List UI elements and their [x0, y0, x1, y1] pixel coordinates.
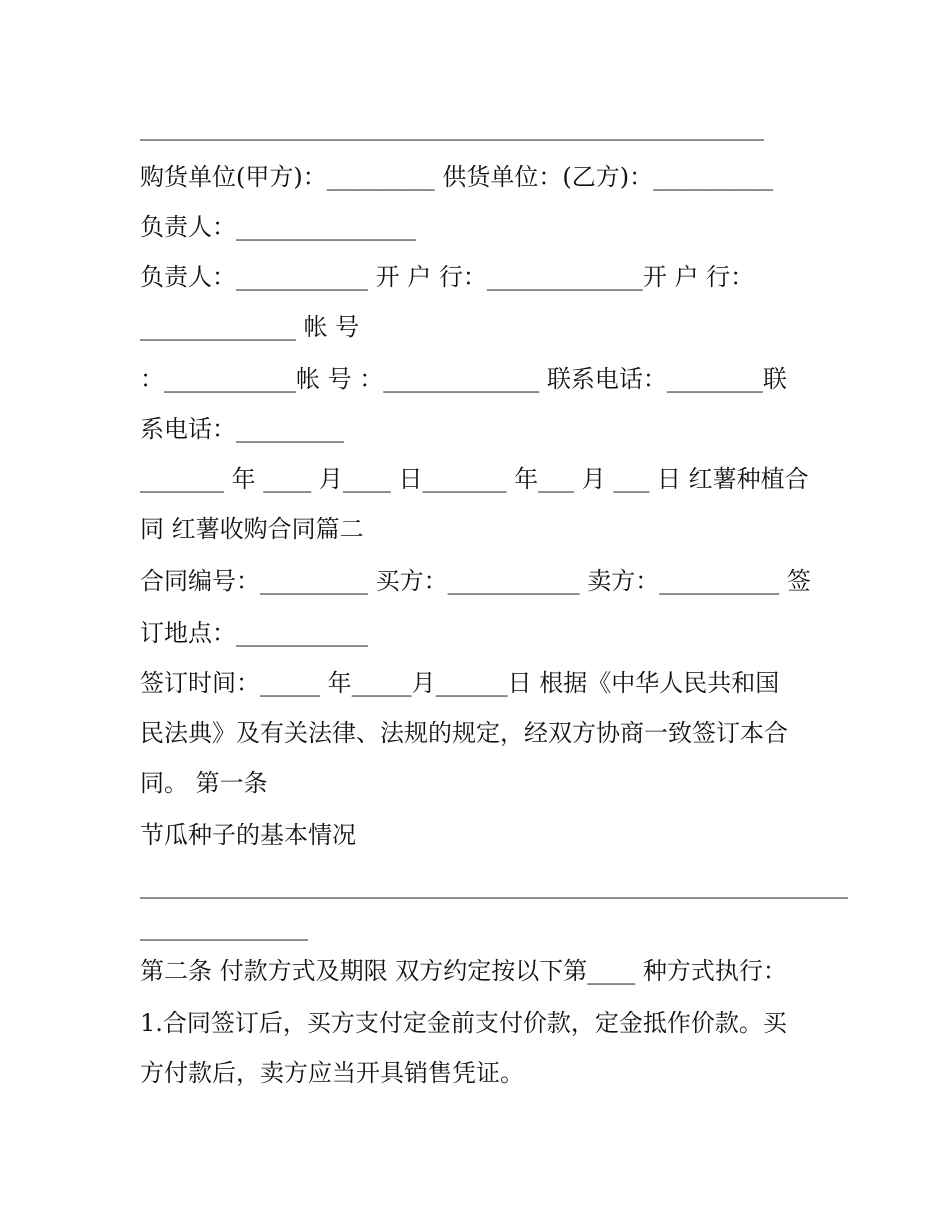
payment-receipt-line: 方付款后，卖方应当开具销售凭证。 — [140, 1059, 524, 1087]
legal-basis-line: 民法典》及有关法律、法规的规定，经双方协商一致签订本合 — [140, 719, 788, 747]
account-phone-line: ：___________帐 号 ：_____________ 联系电话：________联 — [140, 365, 787, 393]
article-one-line: 同。 第一条 — [140, 769, 268, 797]
bank-line: 负责人：___________ 开 户 行：_____________开 户 行： — [140, 263, 755, 291]
signing-place-line: 订地点：___________ — [140, 619, 368, 647]
signing-time-line: 签订时间：_____ 年_____月______日 根据《中华人民共和国 — [140, 669, 780, 697]
long-blank-line: ___________________________________________________________ — [140, 871, 848, 899]
article-two-line: 第二条 付款方式及期限 双方约定按以下第____ 种方式执行： — [140, 957, 787, 985]
short-blank-line: ______________ — [140, 913, 308, 941]
payment-term-line: 1.合同签订后，买方支付定金前支付价款，定金抵作价款。买 — [140, 1009, 787, 1037]
date-title-line: _______ 年 ____ 月____ 日_______ 年___ 月 ___ 日 红薯种植合 — [140, 465, 809, 493]
blank-rule-line: ____________________________________________________ — [140, 113, 764, 141]
contract-title-line: 同 红薯收购合同篇二 — [140, 515, 364, 543]
phone-line: 系电话：_________ — [140, 415, 344, 443]
contract-number-line: 合同编号：_________ 买方：___________ 卖方：__________ 签 — [140, 567, 811, 595]
responsible-person-line: 负责人：_______________ — [140, 213, 416, 241]
seed-info-line: 节瓜种子的基本情况 — [140, 821, 356, 849]
account-line: _____________ 帐 号 — [140, 313, 360, 341]
buyer-supplier-line: 购货单位(甲方)：_________ 供货单位：(乙方)：__________ — [140, 163, 774, 191]
